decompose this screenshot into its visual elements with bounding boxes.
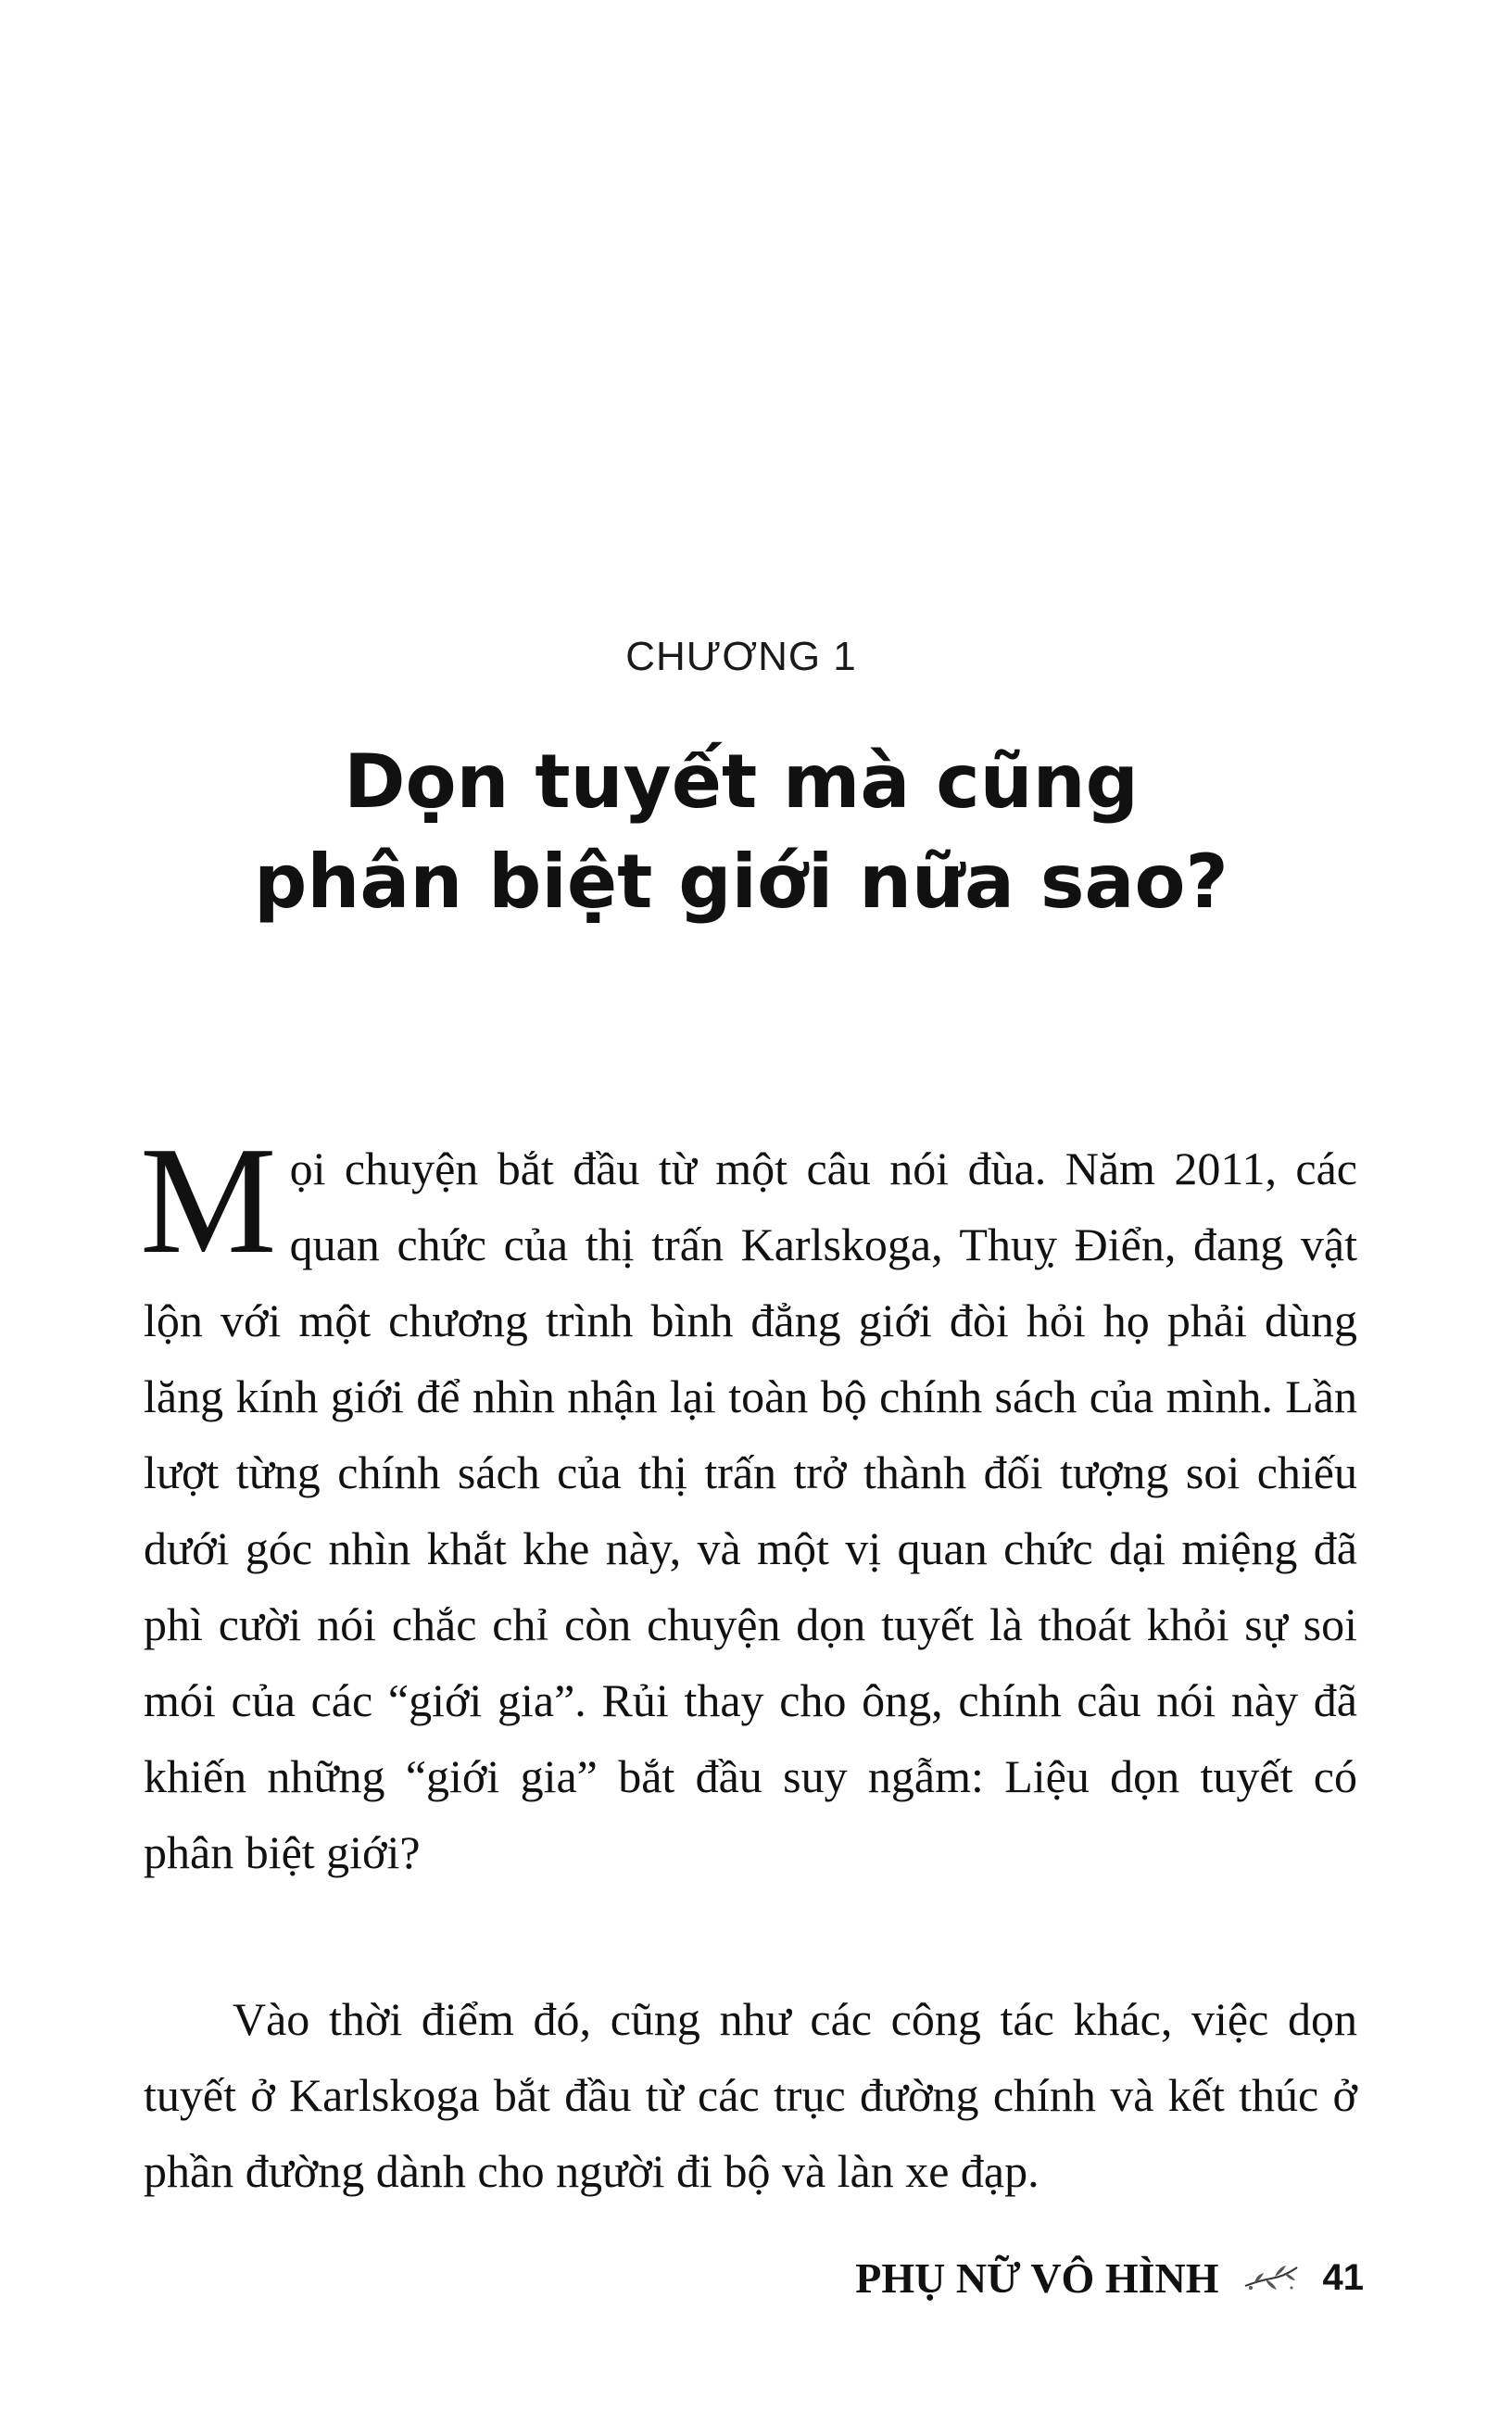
chapter-title bbox=[0, 732, 1482, 932]
page-number: 41 bbox=[1322, 2257, 1364, 2298]
body-paragraph-2: Vào thời điểm đó, cũng như các công tác khác, việc dọn tuyết ở Karlskoga bắt đầu từ các trục đường chính và kết thúc ở phần đường dành cho người đi bộ và làn xe đạp. bbox=[144, 1993, 1357, 2197]
paragraph-1-text: ọi chuyện bắt đầu từ một câu nói đùa. Năm 2011, các quan chức của thị trấn Karlskoga, Thuỵ Điển, đang vật lộn với một chương trình bình đẳng giới đòi hỏi họ phải dùng lăng kính giới để nhìn nhận lại toàn bộ chính sách của mình. Lần lượt từng chính sách của thị trấn trở thành đối tượng soi chiếu dưới góc nhìn khắt khe này, và một vị quan chức dại miệng đã phì cười nói chắc chỉ còn chuyện dọn tuyết là thoát khỏi sự soi mói của các “giới gia”. Rủi thay cho ông, chính câu nói này đã khiến những “giới gia” bắt đầu suy ngẫm: Liệu dọn tuyết có phân biệt giới? bbox=[144, 1143, 1357, 1878]
chapter-title-line-2: phân biệt giới nữa sao? bbox=[254, 839, 1228, 925]
page-footer bbox=[855, 2254, 1364, 2303]
running-footer-title: PHỤ NỮ VÔ HÌNH bbox=[855, 2254, 1219, 2302]
chapter-label: CHƯƠNG 1 bbox=[625, 634, 857, 679]
body-paragraph-1 bbox=[140, 1115, 1357, 1890]
chapter-title-line-1: Dọn tuyết mà cũng bbox=[344, 739, 1139, 825]
drop-cap: M bbox=[140, 1115, 277, 1285]
leaf-ornament-icon bbox=[1241, 2260, 1301, 2297]
